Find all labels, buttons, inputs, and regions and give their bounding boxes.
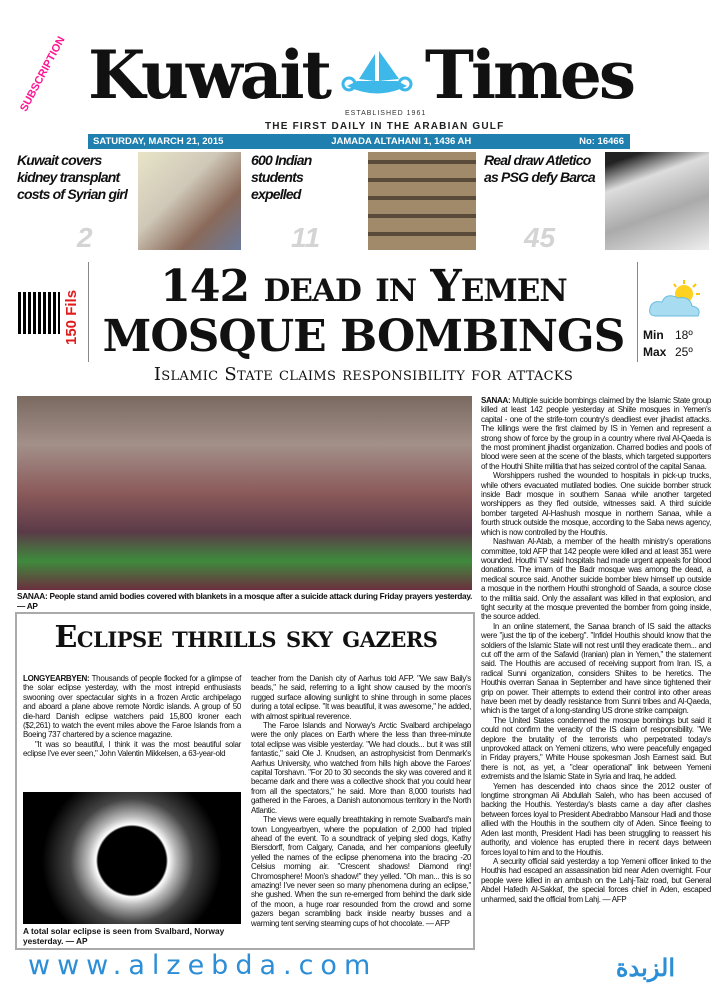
story-paragraph: Yemen has descended into chaos since the 2012 ouster of longtime strongman Ali Abdullah Saleh, who has been accused of backing the Houthis. Yesterday's blasts came a day after clashes between forces loyal to President Abedrabbo Mansour Hadi and those allied with the Houthis in the southern city of Aden. Since fleeing to Aden last month, President Hadi has been struggling to reassert his authority, and violence has erupted there in recent days between forces loyal to him and to the Houthis. <box>481 781 711 857</box>
teaser-page: 45 <box>524 222 556 253</box>
story-paragraph: The United States condemned the mosque bombings but said it could not confirm the veracity of the IS claim of responsibility. "We deplore the brutality of the terrorists who perpetrated today's unprovoked attack on Yemeni citizens, who were peacefully engaged in Friday prayers," White House spokesman Josh Earnest said. But there is not, as yet, a "clear operational" link between Yemeni extremists and the Islamic State in Syria and Iraq, he added. <box>481 715 711 782</box>
dateline: SANAA: <box>481 396 511 405</box>
teaser-kuwait-kidney[interactable] <box>17 152 242 252</box>
masthead-word-2: Times <box>424 36 633 114</box>
masthead-logo <box>88 30 633 120</box>
eclipse-photo <box>23 792 241 924</box>
story-paragraph: "It was so beautiful, I think it was the most beautiful solar eclipse I've ever seen," John Valentin Mikkelsen, a 63-year-old <box>23 739 241 759</box>
main-story <box>481 396 711 904</box>
teaser-real-atletico[interactable] <box>484 152 709 252</box>
website-link[interactable]: www.alzebda.com <box>28 950 378 981</box>
story-paragraph: Worshippers rushed the wounded to hospitals in pick-up trucks, while others evacuated mutilated bodies. One suicide bomber struck inside Badr mosque in southern Sanaa while another targeted worshippers as they fled outside, witnesses said. A third suicide bomber targeted Al-Hashush mosque in northern Sanaa, while a fourth struck outside the mosque, according to the Saba news agency, which is now controlled by the Houthis. <box>481 471 711 537</box>
main-headline[interactable] <box>96 262 631 362</box>
teaser-title: Real draw Atletico as PSG defy Barca <box>484 152 595 185</box>
partly-cloudy-icon <box>648 280 704 320</box>
max-temp: 25º <box>675 345 693 359</box>
tagline: THE FIRST DAILY IN THE ARABIAN GULF <box>265 121 505 132</box>
headline-line-2: MOSQUE BOMBINGS <box>102 311 625 362</box>
headline-line-1: 142 dead in Yemen <box>160 261 567 312</box>
price: 150 Fils <box>63 289 80 345</box>
teaser-title: 600 Indian students expelled <box>251 152 312 202</box>
teaser-page: 11 <box>291 222 321 253</box>
story-paragraph: A security official said yesterday a top Yemeni officer linked to the Houthis had escaped an assassination bid near Aden overnight. Four people were killed in an ambush on the Lahj-Taiz road, but General Abdel Hafedh Al-Sakkaf, the special forces chief in Aden, escaped unharmed, said the official from Lahj. — AFP <box>481 856 711 904</box>
qr-code[interactable] <box>18 292 60 334</box>
eclipse-photo-caption: A total solar eclipse is seen from Svalbard, Norway yesterday. — AP <box>23 926 225 946</box>
alzebda-logo: الزبدة <box>615 955 675 982</box>
masthead-word-1: Kuwait <box>88 36 330 114</box>
date-bar <box>88 134 630 149</box>
teaser-page: 2 <box>77 222 93 253</box>
headline-subtitle: Islamic State claims responsibility for attacks <box>153 364 574 385</box>
eclipse-headline[interactable]: Eclipse thrills sky gazers <box>54 620 438 655</box>
story-paragraph: Nashwan Al-Atab, a member of the health ministry's operations committee, told AFP that 142 people were killed and at least 351 were wounded. Houthi TV said hospitals had made urgent appeals for blood donations. The imam of the Badr mosque was among the dead, a medical source said. Another suicide bomber blew himself up outside a mosque in the northern Houthi stronghold of Saada, a source close to the militia said. Only the assailant was killed in that explosion, and tight security at the mosque prevented the bomber from going inside, the source added. <box>481 537 711 622</box>
main-photo <box>17 396 472 590</box>
story-paragraph: The Faroe Islands and Norway's Arctic Svalbard archipelago were the only places on Earth where the less than three-minute total eclipse was visible yesterday. "We had clouds... but it was still fantastic," said Ole J. Knudsen, an astrophysicist from Denmark's Aarhus University, who watched from hills high above the Faroes' capital Torshavn. "For 20 to 30 seconds the sky was covered and it became dark and there was a collective shock that you could hear from all the spectators," he said. More than 8,000 tourists had gathered in the Faroes, a Danish autonomous territory in the North Atlantic. <box>251 721 471 815</box>
min-label: Min <box>643 328 664 342</box>
min-temp: 18º <box>675 328 693 342</box>
teaser-indian-students[interactable] <box>251 152 476 252</box>
date: SATURDAY, MARCH 21, 2015 <box>93 136 224 147</box>
weather-temps <box>643 327 693 361</box>
story-paragraph: LONGYEARBYEN: Thousands of people flocked for a glimpse of the solar eclipse yesterday, with the most intrepid enthusiasts swooning over spectacular sights in a frozen Arctic archipelago and aboard a plane above remote Nordic islands. A group of 50 die-hard Danish eclipse watchers paid 15,800 kroner each ($2,261) to watch the event miles above the Faroe Islands from a Boeing 737 chartered by a science magazine. <box>23 674 241 740</box>
subscription-link[interactable]: SUBSCRIPTION <box>18 34 68 114</box>
teaser-title: Kuwait covers kidney transplant costs of Syrian girl <box>17 152 128 202</box>
hijri-date: JAMADA ALTAHANI 1, 1436 AH <box>331 136 472 147</box>
dateline: LONGYEARBYEN: <box>23 674 90 683</box>
story-paragraph: teacher from the Danish city of Aarhus told AFP. "We saw Baily's beads," he said, referring to a light show caused by the moon's rugged surface allowing sunlight to shine through in some places during a total eclipse. "It was beautiful, it was awesome," he added, with almost spiritual reverence. <box>251 674 471 721</box>
issue-number: No: 16466 <box>579 136 624 147</box>
story-paragraph: SANAA: Multiple suicide bombings claimed by the Islamic State group killed at least 142 people yesterday at Shiite mosques in Yemen's capital - one of the strife-torn country's deadliest ever jihadist attacks. The killings were the first claimed by IS in Yemen and represent a strong show of force by the group in a country where rival Al-Qaeda is the most prominent jihadist organization. Charred bodies and pools of blood were seen at the scene of the blasts, which targeted supporters of the Houthi Shiite militia that has seized control of the capital Sanaa. <box>481 396 711 471</box>
teaser-photo <box>605 152 709 250</box>
eclipse-column-1 <box>23 674 241 759</box>
teaser-photo <box>138 152 241 250</box>
main-photo-caption: SANAA: People stand amid bodies covered with blankets in a mosque after a suicide attack during Friday prayers yesterday. — AP <box>17 591 473 611</box>
dhow-emblem-icon <box>337 45 417 100</box>
established: ESTABLISHED 1961 <box>345 110 427 117</box>
eclipse-column-2 <box>251 674 471 928</box>
story-paragraph: In an online statement, the Sanaa branch of IS said the attacks were "just the tip of the iceberg". "Infidel Houthis should know that the soldiers of the Islamic State will not rest until they eradicate them... and cut off the arm of the Safavid (Iranian) plan in Yemen," the statement said. The Houthis are accused of receiving support from Iran. IS, a radical Sunni organization, considers Shiites to be heretics. The Houthis overran Sanaa in September and have since tightened their grip on power. Their attempts to extend their control into other areas have been met by deadly resistance from Sunni tribes and Al-Qaeda, which is the target of a long-standing US drone strike campaign. <box>481 621 711 716</box>
story-paragraph: The views were equally breathtaking in remote Svalbard's main town Longyearbyen, where the population of 2,000 had tripled ahead of the event. To a soundtrack of yelping sled dogs, Kathy Biersdorff, from Calgary, Canada, and her companions gleefully yelled the names of the eclipse phenomena into the bracing -20 Celsius morning air. "Crescent shadows! Diamond ring! Chromosphere! Moon's shadow!" they yelled. "Oh man... this is so amazing! I've never seen so many phenomena during an eclipse," she gushed. When the sun re-emerged from behind the dark side of the moon, a huge roar resounded from the crowd and some gazers began scrambling back inside nearby busses and a warming tent serving steaming cups of hot chocolate. — AFP <box>251 815 471 928</box>
max-label: Max <box>643 345 667 359</box>
teaser-photo <box>368 152 476 250</box>
